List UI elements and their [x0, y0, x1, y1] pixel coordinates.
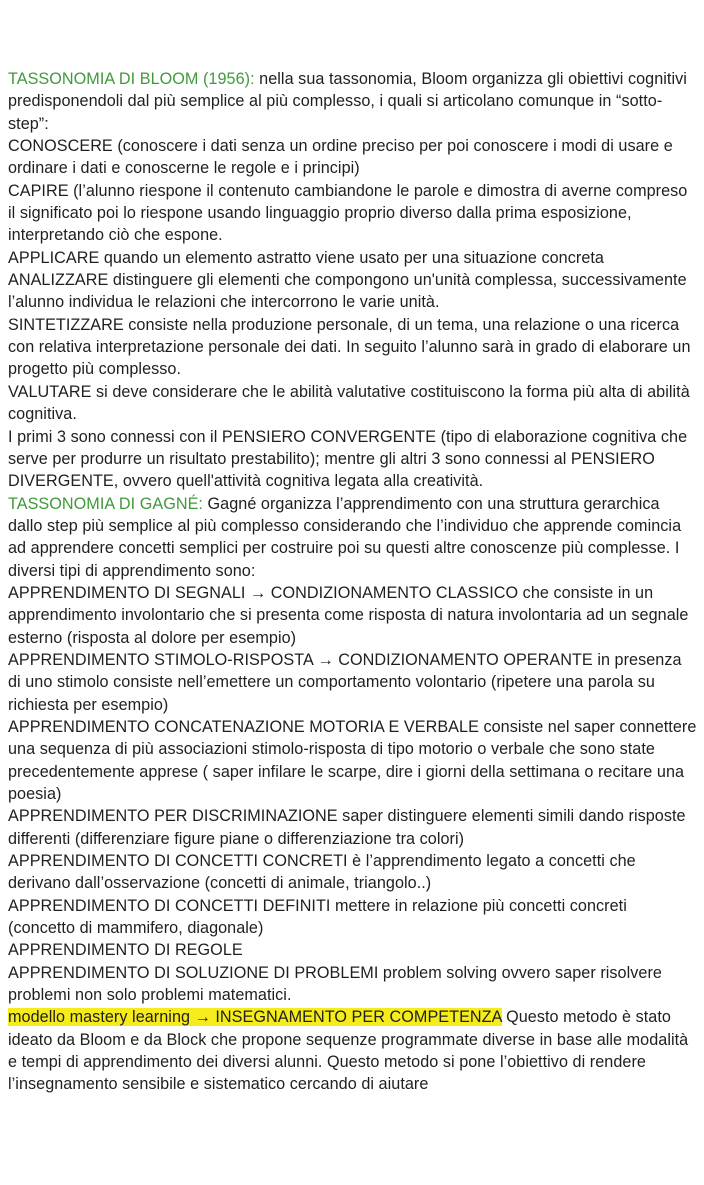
bloom-pensiero: I primi 3 sono connessi con il PENSIERO CONVERGENTE (tipo di elaborazione cognitiva che serve per produrre un risultato prestabilito); mentre gli altri 3 sono connessi al PENSIERO DIVERGENTE, ovvero quell'attività cognitiva legata alla creatività.	[8, 427, 688, 491]
mastery-highlight: modello mastery learning → INSEGNAMENTO PER COMPETENZA	[8, 1008, 502, 1027]
mastery-paragraph	[8, 1006, 698, 1095]
bloom-sintetizzare: SINTETIZZARE consiste nella produzione personale, di un tema, una relazione o una ricerca con relativa interpretazione personale dei dati. In seguito l’alunno sarà in grado di elaborare un progetto più complesso.	[8, 315, 691, 379]
gagne-problemi: APPRENDIMENTO DI SOLUZIONE DI PROBLEMI problem solving ovvero saper risolvere problemi non solo problemi matematici.	[8, 963, 662, 1005]
gagne-heading: TASSONOMIA DI GAGNÉ:	[8, 494, 203, 513]
gagne-regole: APPRENDIMENTO DI REGOLE	[8, 941, 243, 960]
bloom-applicare: APPLICARE quando un elemento astratto viene usato per una situazione concreta	[8, 248, 604, 267]
bloom-analizzare: ANALIZZARE distinguere gli elementi che compongono un'unità complessa, successivamente l’alunno individua le relazioni che intercorrono le varie unità.	[8, 271, 687, 312]
bloom-intro-paragraph	[8, 68, 698, 135]
bloom-intro-text: nella sua tassonomia, Bloom organizza gli obiettivi cognitivi predisponendoli dal più semplice al più complesso, i quali si articolano comunque in “sotto-step”:	[8, 70, 687, 133]
bloom-valutare: VALUTARE si deve considerare che le abilità valutative costituiscono la forma più alta di abilità cognitiva.	[8, 382, 690, 424]
gagne-concetti-concreti: APPRENDIMENTO DI CONCETTI CONCRETI è l’apprendimento legato a concetti che derivano dall’osservazione (concetti di animale, triangolo..)	[8, 852, 636, 893]
gagne-stimolo-risposta: APPRENDIMENTO STIMOLO-RISPOSTA → CONDIZIONAMENTO OPERANTE in presenza di uno stimolo consiste nell’emettere un comportamento volontario (ripetere una parola su richiesta per esempio)	[8, 650, 682, 714]
gagne-intro-text: Gagné organizza l’apprendimento con una struttura gerarchica dallo step più semplice al più complesso considerando che l’individuo che apprende comincia ad apprendere concetti semplici per costruire poi su questi altre conoscenze più complesse. I diversi tipi di apprendimento sono:	[8, 494, 682, 580]
bloom-conoscere: CONOSCERE (conoscere i dati senza un ordine preciso per poi conoscere i modi di usare e ordinare i dati e conoscerne le regole e i principi)	[8, 137, 673, 178]
gagne-concatenazione: APPRENDIMENTO CONCATENAZIONE MOTORIA E VERBALE consiste nel saper connettere una sequenza di più associazioni stimolo-risposta di tipo motorio o verbale che sono state precedentemente apprese ( saper infilare le scarpe, dire i giorni della settimana o recitare una poesia)	[8, 717, 697, 803]
gagne-segnali: APPRENDIMENTO DI SEGNALI → CONDIZIONAMENTO CLASSICO che consiste in un apprendimento involontario che si presenta come risposta di natura involontaria ad un segnale esterno (risposta al dolore per esempio)	[8, 583, 689, 647]
mastery-text: Questo metodo è stato ideato da Bloom e da Block che propone sequenze programmate diverse in base alle modalità e tempi di apprendimento dei diversi alunni. Questo metodo si pone l’obiettivo di rendere l’insegnamento sensibile e sistematico cercando di aiutare	[8, 1008, 689, 1094]
gagne-concetti-definiti: APPRENDIMENTO DI CONCETTI DEFINITI mettere in relazione più concetti concreti (concetto di mammifero, diagonale)	[8, 896, 627, 938]
gagne-intro-paragraph	[8, 493, 698, 582]
document-body	[8, 68, 698, 1096]
gagne-discriminazione: APPRENDIMENTO PER DISCRIMINAZIONE saper distinguere elementi simili dando risposte differenti (differenziare figure piane o differenziazione tra colori)	[8, 807, 686, 848]
bloom-heading: TASSONOMIA DI BLOOM (1956):	[8, 70, 255, 88]
bloom-capire: CAPIRE (l’alunno riespone il contenuto cambiandone le parole e dimostra di averne compreso il significato poi lo riespone usando linguaggio proprio diverso dalla prima esposizione, interpretando ciò che espone.	[8, 181, 688, 245]
